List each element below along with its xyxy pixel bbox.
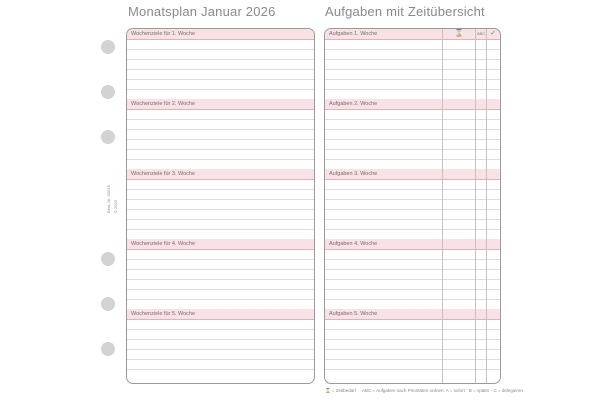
order-number: Best.-Nr. 91016 bbox=[106, 185, 111, 213]
week-section bbox=[127, 99, 314, 169]
footer-time-legend bbox=[325, 388, 356, 394]
week-section-header: Wochenziele für 5. Woche bbox=[127, 309, 314, 320]
writing-line bbox=[127, 279, 314, 280]
writing-line bbox=[325, 79, 500, 80]
goals-panel bbox=[126, 28, 315, 384]
copyright: © 2025 bbox=[113, 200, 118, 213]
writing-line bbox=[325, 289, 500, 290]
hourglass-icon: ⌛ bbox=[454, 30, 464, 37]
writing-line bbox=[325, 229, 500, 230]
writing-line bbox=[325, 359, 500, 360]
writing-line bbox=[325, 89, 500, 90]
writing-line bbox=[127, 59, 314, 60]
week-section bbox=[325, 169, 500, 239]
writing-line bbox=[127, 69, 314, 70]
writing-line bbox=[127, 299, 314, 300]
writing-line bbox=[325, 159, 500, 160]
writing-line bbox=[325, 59, 500, 60]
punch-hole bbox=[101, 297, 115, 311]
week-section-header: Aufgaben 3. Woche bbox=[325, 169, 500, 180]
writing-line bbox=[325, 259, 500, 260]
writing-line bbox=[325, 219, 500, 220]
punch-hole bbox=[101, 130, 115, 144]
right-title: Aufgaben mit Zeitübersicht bbox=[325, 4, 485, 19]
writing-line bbox=[127, 329, 314, 330]
punch-hole bbox=[101, 85, 115, 99]
priority-abc-icon: ABC bbox=[476, 31, 486, 36]
writing-line bbox=[325, 139, 500, 140]
week-section-header: Wochenziele für 2. Woche bbox=[127, 99, 314, 110]
writing-line bbox=[325, 129, 500, 130]
writing-line bbox=[127, 269, 314, 270]
week-section bbox=[127, 169, 314, 239]
writing-line bbox=[127, 209, 314, 210]
writing-line bbox=[325, 269, 500, 270]
writing-line bbox=[127, 89, 314, 90]
footer-priority-legend bbox=[362, 388, 523, 393]
writing-line bbox=[127, 139, 314, 140]
writing-line bbox=[127, 339, 314, 340]
writing-line bbox=[127, 359, 314, 360]
writing-line bbox=[127, 159, 314, 160]
writing-line bbox=[127, 129, 314, 130]
week-section-header: Aufgaben 5. Woche bbox=[325, 309, 500, 320]
week-section bbox=[325, 29, 500, 99]
writing-line bbox=[325, 199, 500, 200]
week-section bbox=[127, 29, 314, 99]
checkmark-icon: ✓ bbox=[490, 30, 496, 37]
writing-line bbox=[325, 209, 500, 210]
week-section bbox=[127, 239, 314, 309]
punch-hole bbox=[101, 40, 115, 54]
writing-line bbox=[127, 259, 314, 260]
writing-line bbox=[127, 369, 314, 370]
writing-line bbox=[127, 219, 314, 220]
week-section-header: Aufgaben 2. Woche bbox=[325, 99, 500, 110]
writing-line bbox=[325, 339, 500, 340]
writing-line bbox=[127, 349, 314, 350]
writing-line bbox=[127, 79, 314, 80]
writing-line bbox=[325, 119, 500, 120]
writing-line bbox=[127, 199, 314, 200]
week-section bbox=[325, 239, 500, 309]
time-legend-text: = Zeitbedarf bbox=[331, 388, 357, 393]
week-section-header: Wochenziele für 1. Woche bbox=[127, 29, 314, 40]
time-column-divider bbox=[442, 29, 443, 383]
writing-line bbox=[127, 119, 314, 120]
writing-line bbox=[325, 189, 500, 190]
left-title: Monatsplan Januar 2026 bbox=[128, 4, 276, 19]
side-print-label bbox=[106, 165, 120, 213]
priority-legend-text: = Aufgaben nach Prioritäten ordnen: A = sofort · B = später · C = delegieren bbox=[372, 388, 523, 393]
writing-line bbox=[127, 289, 314, 290]
punch-hole bbox=[101, 342, 115, 356]
priority-icon: ABC bbox=[362, 388, 372, 393]
writing-line bbox=[325, 279, 500, 280]
writing-line bbox=[127, 49, 314, 50]
hourglass-icon: ⌛ bbox=[325, 388, 331, 393]
writing-line bbox=[325, 299, 500, 300]
week-section-header: Aufgaben 1. Woche bbox=[325, 29, 500, 40]
done-column-divider bbox=[486, 29, 487, 383]
writing-line bbox=[325, 149, 500, 150]
writing-line bbox=[127, 229, 314, 230]
tasks-panel bbox=[324, 28, 501, 384]
writing-line bbox=[325, 69, 500, 70]
week-section bbox=[325, 309, 500, 379]
writing-line bbox=[325, 49, 500, 50]
writing-line bbox=[325, 329, 500, 330]
week-section-header: Aufgaben 4. Woche bbox=[325, 239, 500, 250]
punch-hole bbox=[101, 252, 115, 266]
week-section bbox=[325, 99, 500, 169]
week-section bbox=[127, 309, 314, 379]
week-section-header: Wochenziele für 4. Woche bbox=[127, 239, 314, 250]
week-section-header: Wochenziele für 3. Woche bbox=[127, 169, 314, 180]
writing-line bbox=[127, 189, 314, 190]
writing-line bbox=[325, 369, 500, 370]
writing-line bbox=[325, 349, 500, 350]
priority-column-divider bbox=[475, 29, 476, 383]
writing-line bbox=[127, 149, 314, 150]
